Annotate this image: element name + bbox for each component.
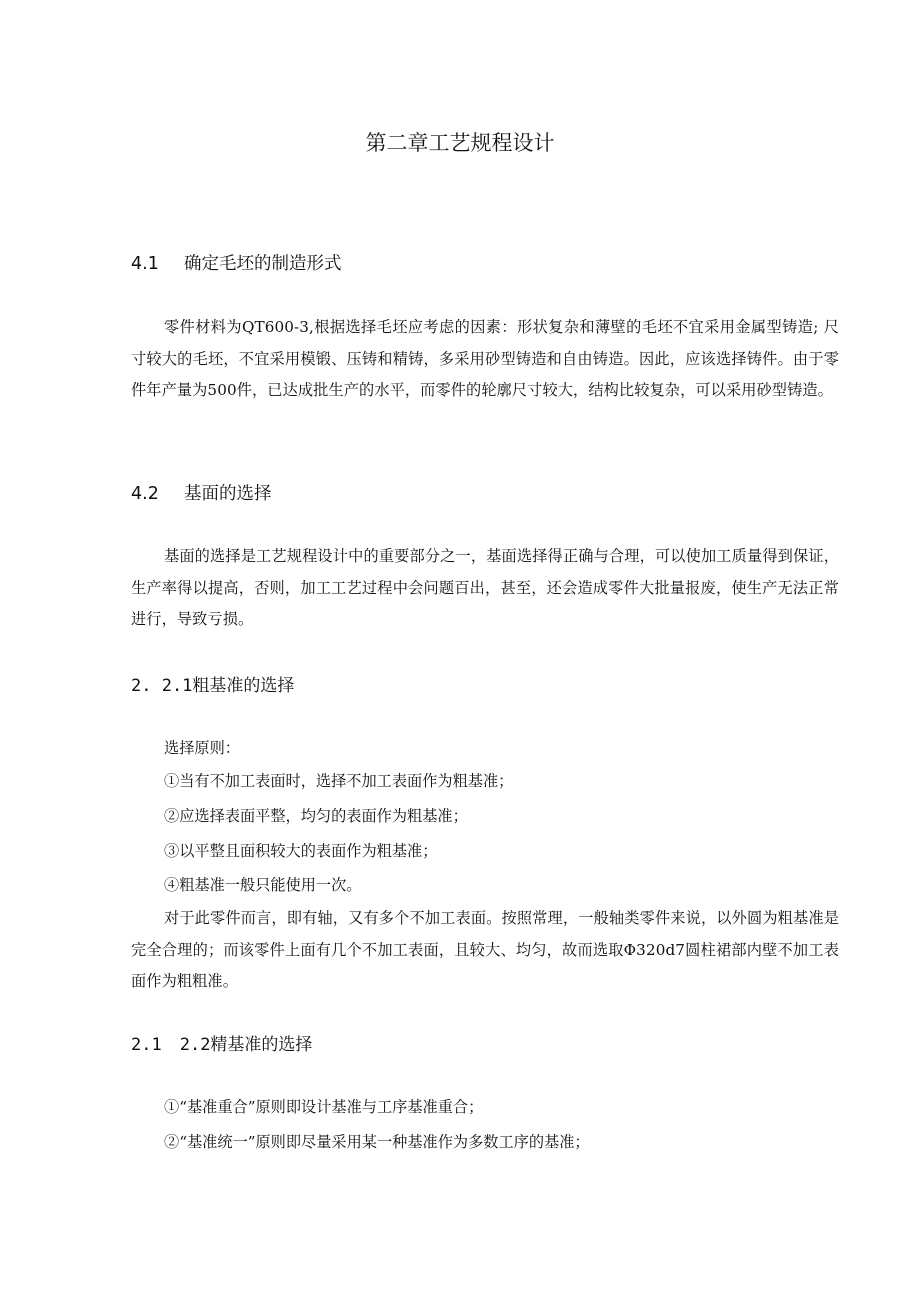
paragraph-datum-selection: 基面的选择是工艺规程设计中的重要部分之一，基面选择得正确与合理，可以使加工质量得到保证，生产率得以提高，否则，加工工艺过程中会问题百出，甚至，还会造成零件大批量报废，使生产无法正常进行，导致亏损。 <box>131 547 839 628</box>
rule-item: ②应选择表面平整，均匀的表面作为粗基准； <box>164 807 468 825</box>
paragraph-rough-datum: 对于此零件而言，即有轴，又有多个不加工表面。按照常理，一般轴类零件来说，以外圆为粗基准是完全合理的；而该零件上面有几个不加工表面，且较大、均匀，故而选取Φ320d7圆柱裙部内壁不加工表面作为粗粗准。 <box>131 909 839 990</box>
section-number: 4.1 <box>131 254 159 274</box>
paragraph-blank-form: 零件材料为QT600-3,根据选择毛坯应考虑的因素：形状复杂和薄壁的毛坯不宜采用金属型铸造; 尺寸较大的毛坯，不宜采用模锻、压铸和精铸，多采用砂型铸造和自由铸造。因此，应该选择铸件。由于零件年产量为500件，已达成批生产的水平，而零件的轮廓尺寸较大，结构比较复杂，可以采用砂型铸造。 <box>131 318 839 399</box>
section-title: 基面的选择 <box>184 484 272 504</box>
section-heading-4-1 <box>131 250 342 278</box>
section-heading-4-2 <box>131 480 272 508</box>
subsection-title: 2.2精基准的选择 <box>179 1035 313 1055</box>
rule-item: ④粗基准一般只能使用一次。 <box>164 876 362 894</box>
rule-item: ①“基准重合”原则即设计基准与工序基准重合； <box>164 1098 484 1116</box>
subsection-heading-fine-datum <box>131 1031 312 1059</box>
rules-intro: 选择原则： <box>164 739 240 757</box>
chapter-title: 第二章工艺规程设计 <box>365 131 555 155</box>
section-title: 确定毛坯的制造形式 <box>184 254 342 274</box>
rule-item: ③以平整且面积较大的表面作为粗基准； <box>164 842 438 860</box>
subsection-prefix: 2.1 <box>131 1035 162 1055</box>
rule-item: ②“基准统一”原则即尽量采用某一种基准作为多数工序的基准； <box>164 1133 590 1151</box>
section-number: 4.2 <box>131 484 159 504</box>
rule-item: ①当有不加工表面时，选择不加工表面作为粗基准； <box>164 772 514 790</box>
subsection-heading-rough-datum: 2. 2.1粗基准的选择 <box>131 676 295 696</box>
